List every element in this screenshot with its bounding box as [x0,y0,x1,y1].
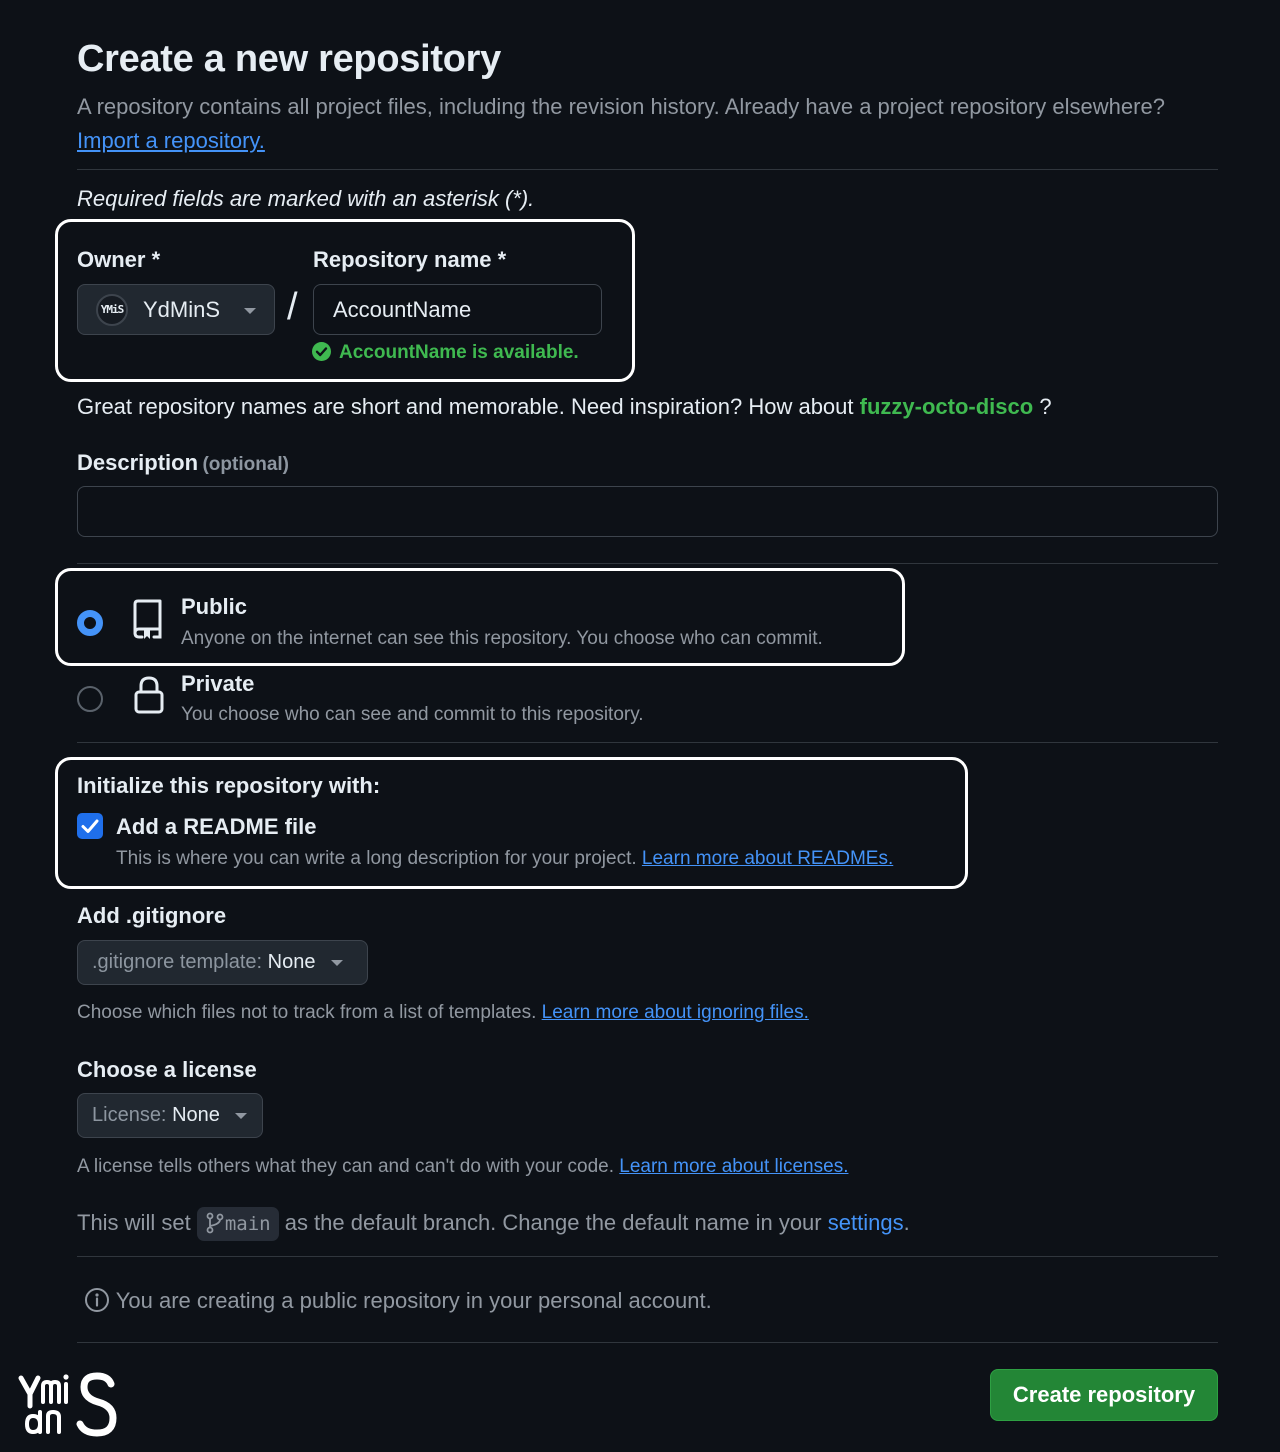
repo-name-input[interactable] [313,284,602,335]
check-circle-icon [312,342,331,361]
repo-name-label: Repository name * [313,247,507,272]
description-label-row [77,450,289,476]
license-select-prefix: License: [92,1104,167,1126]
settings-link[interactable]: settings [827,1209,904,1235]
private-radio[interactable] [77,686,103,712]
public-title: Public [181,594,248,619]
branch-prefix: This will set [77,1209,191,1235]
description-label: Description [77,450,199,475]
checkmark-icon [77,813,103,839]
availability-text: AccountName is available. [339,342,579,363]
readme-label[interactable]: Add a README file [116,814,317,839]
license-help [77,1156,848,1178]
learn-ignoring-files-link[interactable]: Learn more about ignoring files. [541,1002,809,1023]
page-intro [77,90,1177,158]
divider [77,169,1218,170]
branch-suffix: . [903,1209,910,1235]
gitignore-select-prefix: .gitignore template: [92,951,263,973]
learn-licenses-link[interactable]: Learn more about licenses. [619,1156,849,1177]
chevron-down-icon [331,960,343,966]
info-icon [84,1287,110,1313]
required-note: Required fields are marked with an asterisk (*). [77,186,535,211]
license-select-value: None [172,1104,220,1126]
gitignore-heading: Add .gitignore [77,903,227,928]
branch-middle: as the default branch. Change the default name in your [284,1209,822,1235]
gitignore-template-select[interactable] [77,940,368,985]
private-description: You choose who can see and commit to this repository. [181,704,644,725]
watermark-logo [18,1372,118,1438]
import-repository-link[interactable]: Import a repository. [77,128,265,153]
divider [77,1256,1218,1257]
chevron-down-icon [235,1113,247,1119]
repo-icon [131,598,165,645]
gitignore-help [77,1002,809,1024]
suggestion-text: Great repository names are short and memorable. Need inspiration? How about [77,394,854,419]
default-branch-note [77,1207,910,1241]
git-branch-icon [205,1212,225,1234]
initialize-heading: Initialize this repository with: [77,773,381,798]
divider [77,1342,1218,1343]
divider [77,563,1218,564]
owner-avatar: YMiS [96,294,128,326]
readme-help [116,848,893,870]
owner-value: YdMinS [143,297,221,322]
license-heading: Choose a license [77,1057,257,1082]
branch-tag [197,1207,279,1241]
readme-description: This is where you can write a long description for your project. [116,848,637,869]
owner-label: Owner * [77,247,161,272]
public-notice [84,1287,712,1314]
private-title: Private [181,671,255,696]
suggested-name-link[interactable]: fuzzy-octo-disco [859,394,1034,419]
suggestion-suffix: ? [1039,394,1052,419]
gitignore-select-value: None [267,951,316,973]
public-radio[interactable] [77,610,103,636]
divider [77,742,1218,743]
intro-text: A repository contains all project files, including the revision history. Already have a project repository elsewhere? [77,94,1165,119]
license-help-text: A license tells others what they can and can't do with your code. [77,1156,614,1177]
notice-text: You are creating a public repository in your personal account. [115,1288,712,1313]
gitignore-help-text: Choose which files not to track from a list of templates. [77,1002,537,1023]
license-select[interactable] [77,1093,263,1138]
public-description: Anyone on the internet can see this repository. You choose who can commit. [181,628,823,649]
page-title: Create a new repository [77,38,501,80]
readme-checkbox[interactable] [77,813,103,839]
lock-icon [133,675,165,720]
owner-repo-separator: / [287,286,298,328]
chevron-down-icon [244,308,256,314]
owner-dropdown[interactable] [77,284,275,335]
learn-readmes-link[interactable]: Learn more about READMEs. [641,848,894,869]
branch-name: main [224,1213,271,1235]
optional-tag: (optional) [202,454,290,475]
name-suggestion [77,394,1052,420]
description-input[interactable] [77,486,1218,537]
create-repository-button[interactable]: Create repository [990,1369,1218,1421]
availability-status [312,342,579,364]
